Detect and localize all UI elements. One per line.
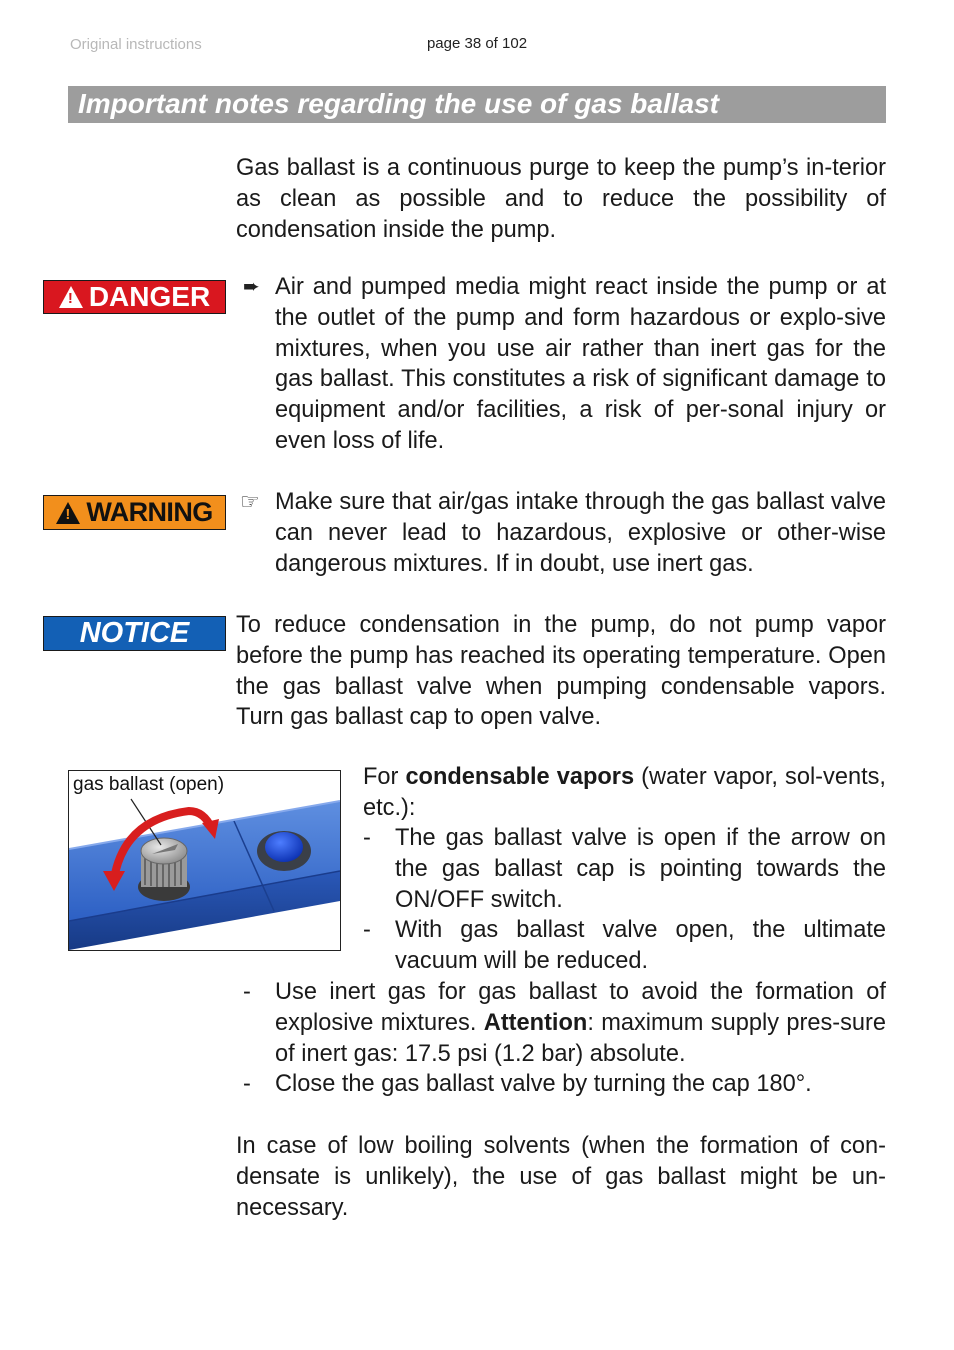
list-item [363,823,886,915]
list-dash: - [243,979,251,1005]
list-item-text: Use inert gas for gas ballast to avoid the formation of explosive mixtures. [275,979,886,1036]
pointing-hand-icon: ☞ [240,489,260,514]
list-dash: - [363,917,371,944]
warning-paragraph [275,487,886,579]
list-item-text: The gas ballast valve is open if the arrow on the gas ballast cap is pointing towards the ON/OFF switch. [395,825,886,913]
notice-text: To reduce condensation in the pump, do not pump vapor before the pump has reached its operating temperature. Open the gas ballast valve when pumping condensable vapors. Turn gas ballast cap to open valve. [236,612,886,731]
condensable-list [363,823,886,977]
condensable-prefix: For [363,764,399,790]
final-text: In case of low boiling solvents (when the formation of con-densate is unlikely), the use of gas ballast might be un-necessary. [236,1133,886,1221]
attention-label: Attention [483,1009,588,1036]
warning-badge-label: WARNING [86,497,213,527]
warning-badge [43,495,226,530]
exclamation-triangle-icon: ! [56,502,80,524]
condensable-text [363,762,886,824]
list-item [243,977,886,1069]
condensable-bold: condensable vapors [405,764,635,790]
danger-badge-label: DANGER [88,281,211,312]
notice-paragraph [236,610,886,733]
list-item-text: : maximum supply pres-sure of inert gas: 17.5 psi (1.2 bar) absolute. [275,1009,887,1067]
intro-paragraph [236,153,886,245]
header-document-label: Original instructions [70,36,202,53]
list-item-text: Close the gas ballast valve by turning the cap 180°. [275,1071,812,1098]
list-item [243,1069,886,1100]
list-item [363,915,886,977]
warning-text: Make sure that air/gas intake through the gas ballast valve can never lead to hazardous, explosive or other-wise dangerous mixtures. If in doubt, use inert gas. [275,489,886,577]
gas-ballast-figure [68,770,341,951]
list-dash: - [363,825,371,851]
on-off-button-top [265,832,303,862]
list-item-text: With gas ballast valve open, the ultimate vacuum will be reduced. [395,917,886,975]
figure-label: gas ballast (open) [73,774,225,795]
section-title: Important notes regarding the use of gas ballast [78,88,719,119]
intro-text: Gas ballast is a continuous purge to keep the pump’s in-terior as clean as possible and to reduce the possibility of condensation inside the pump. [236,155,886,243]
danger-badge [43,280,226,314]
danger-paragraph [275,272,886,457]
gas-ballast-illustration [69,771,340,950]
notice-badge [43,616,226,651]
gas-ballast-list [243,977,886,1100]
final-paragraph [236,1131,886,1223]
condensable-suffix: (water vapor, sol-vents, etc.): [363,764,886,821]
exclamation-triangle-icon: ! [59,286,83,308]
danger-text: Air and pumped media might react inside the pump or at the outlet of the pump and form hazardous or explo-sive mixtures, when you use air rather than inert gas for the gas ballast. This constitutes a risk of significant damage to equipment and/or facilities, a risk of per-sonal injury or even loss of life. [275,274,886,454]
condensable-intro [363,762,886,824]
arrow-right-icon: ➨ [243,276,260,298]
notice-badge-label: NOTICE [79,617,190,649]
list-dash: - [243,1071,251,1098]
section-title-bar [68,86,886,123]
page-number: page 38 of 102 [426,35,528,52]
